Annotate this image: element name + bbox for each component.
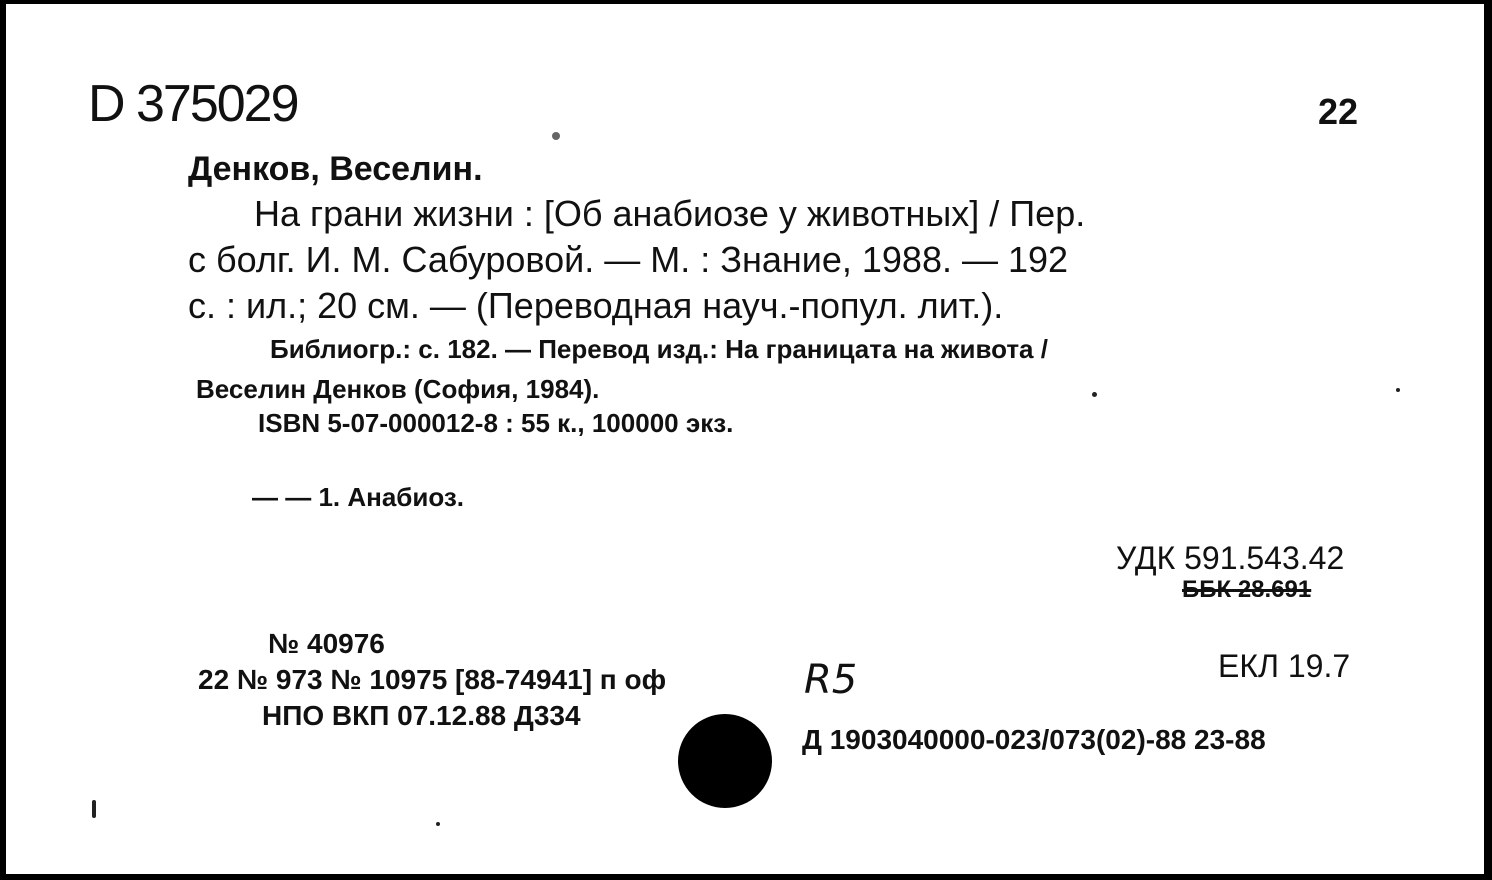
title-line-3: с. : ил.; 20 см. — (Переводная науч.-попул. лит.). [188, 285, 1004, 326]
ink-speck [92, 800, 96, 818]
order-line: 22 № 973 № 10975 [88-74941] п оф [198, 664, 667, 695]
bbk-code: ББК 28.691 [1182, 576, 1312, 603]
copy-count: 22 [1318, 91, 1359, 132]
record-number: № 40976 [268, 628, 385, 659]
author: Денков, Веселин. [188, 150, 483, 188]
index-code: Д 1903040000-023/073(02)-88 23-88 [802, 724, 1266, 755]
isbn: ISBN 5-07-000012-8 : 55 к., 100000 экз. [258, 408, 734, 438]
ink-speck [436, 822, 440, 826]
handwritten-note: R5 [804, 657, 858, 703]
call-number: D 375029 [88, 75, 298, 133]
ink-speck [1092, 392, 1097, 397]
npo-line: НПО ВКП 07.12.88 Д334 [262, 700, 581, 731]
title-line-1: На грани жизни : [Об анабиозе у животных] / Пер. [254, 193, 1086, 234]
subject-heading: — — 1. Анабиоз. [252, 482, 465, 512]
ekl-code: ЕКЛ 19.7 [1218, 648, 1351, 684]
catalog-card [6, 4, 1484, 874]
ink-speck [1396, 388, 1400, 392]
punch-hole [678, 714, 772, 808]
notes-line-1: Библиогр.: с. 182. — Перевод изд.: На границата на живота / [270, 334, 1048, 364]
udk-code: УДК 591.543.42 [1116, 540, 1345, 576]
ink-speck [552, 132, 560, 140]
notes-line-2: Веселин Денков (София, 1984). [196, 374, 600, 404]
title-line-2: с болг. И. М. Сабуровой. — М. : Знание, 1988. — 192 [188, 239, 1069, 280]
